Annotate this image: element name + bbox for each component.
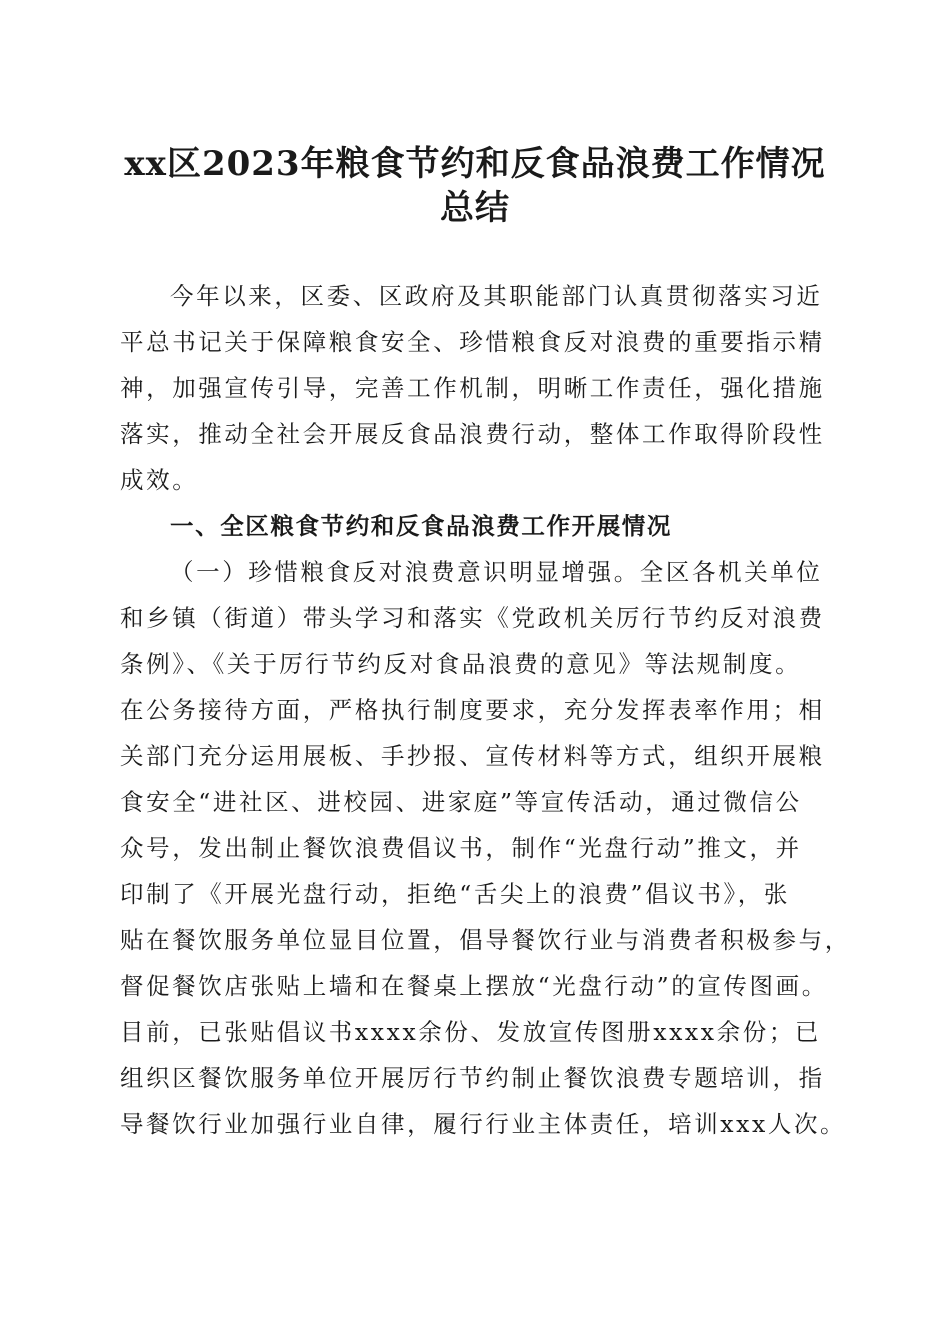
intro-line-3: 神，加强宣传引导，完善工作机制，明晰工作责任，强化措施 bbox=[120, 374, 825, 402]
intro-line-5: 成效。 bbox=[120, 466, 199, 494]
document-title-line-2: 总结 bbox=[440, 188, 510, 228]
intro-line-4: 落实，推动全社会开展反食品浪费行动，整体工作取得阶段性 bbox=[120, 420, 825, 448]
intro-line-2: 平总书记关于保障粮食安全、珍惜粮食反对浪费的重要指示精 bbox=[120, 328, 825, 356]
section-body-line-7: 众号，发出制止餐饮浪费倡议书，制作“光盘行动”推文，并 bbox=[120, 834, 802, 862]
section-body-line-13: 导餐饮行业加强行业自律，履行行业主体责任，培训xxx人次。 bbox=[120, 1110, 847, 1138]
section-body-line-2: 和乡镇（街道）带头学习和落实《党政机关厉行节约反对浪费 bbox=[120, 604, 825, 632]
intro-line-1: 今年以来，区委、区政府及其职能部门认真贯彻落实习近 bbox=[170, 282, 823, 310]
section-body-line-12: 组织区餐饮服务单位开展厉行节约制止餐饮浪费专题培训，指 bbox=[120, 1064, 825, 1092]
section-body-line-10: 督促餐饮店张贴上墙和在餐桌上摆放“光盘行动”的宣传图画。 bbox=[120, 972, 828, 1000]
section-body-line-4: 在公务接待方面，严格执行制度要求，充分发挥表率作用；相 bbox=[120, 696, 825, 724]
section-body-line-9: 贴在餐饮服务单位显目位置，倡导餐饮行业与消费者积极参与， bbox=[120, 926, 851, 954]
document-title-line-1: xx区2023年粮食节约和反食品浪费工作情况 bbox=[124, 144, 826, 184]
section-body-line-6: 食安全“进社区、进校园、进家庭”等宣传活动，通过微信公 bbox=[120, 788, 802, 816]
section-body-line-1: （一）珍惜粮食反对浪费意识明显增强。全区各机关单位 bbox=[170, 558, 823, 586]
section-body-line-8: 印制了《开展光盘行动，拒绝“舌尖上的浪费”倡议书》，张 bbox=[120, 880, 790, 908]
section-body-line-5: 关部门充分运用展板、手抄报、宣传材料等方式，组织开展粮 bbox=[120, 742, 825, 770]
section-body-line-3: 条例》、《关于厉行节约反对食品浪费的意见》等法规制度。 bbox=[120, 650, 802, 678]
section-body-line-11: 目前，已张贴倡议书xxxx余份、发放宣传图册xxxx余份；已 bbox=[120, 1018, 822, 1046]
section-heading-1: 一、全区粮食节约和反食品浪费工作开展情况 bbox=[170, 512, 672, 540]
